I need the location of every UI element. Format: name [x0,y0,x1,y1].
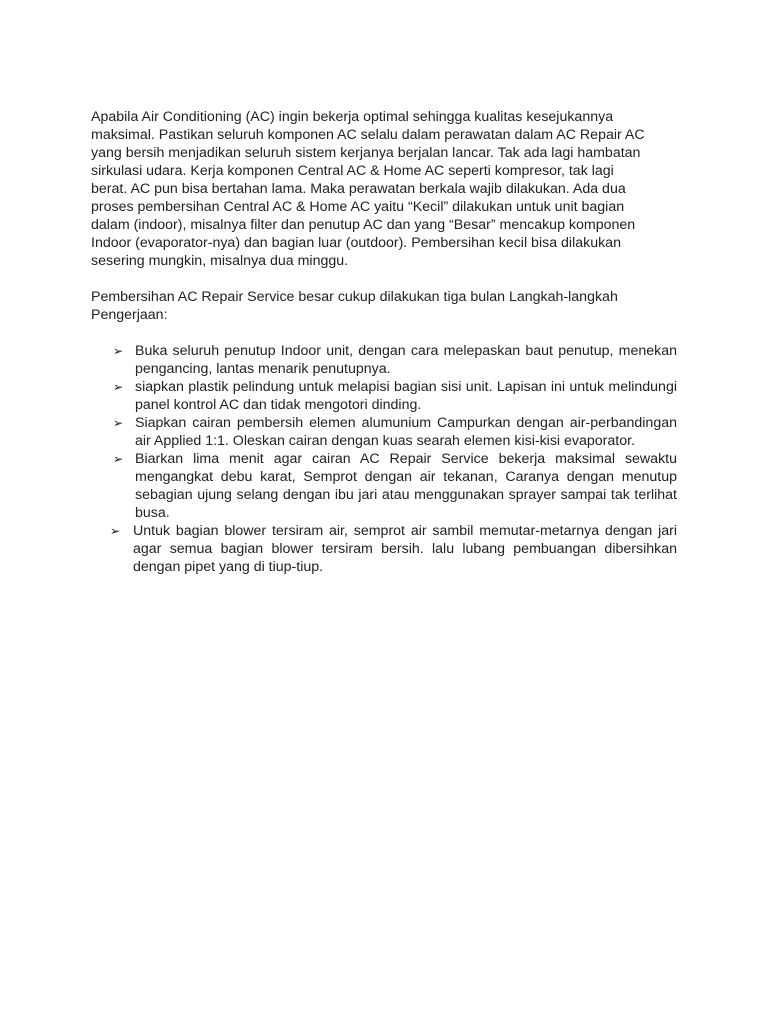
list-item [91,414,677,450]
step-text: Untuk bagian blower tersiram air, semprot air sambil memutar-metarnya dengan jari agar semua bagian blower tersiram bersih. lalu lubang pembuangan dibersihkan dengan pipet yang di tiup-tiup. [133,523,677,575]
arrow-bullet-icon: ➢ [110,524,121,538]
list-item [91,522,677,576]
list-item [91,342,677,378]
arrow-bullet-icon: ➢ [113,380,124,394]
list-item [91,450,677,522]
arrow-bullet-icon: ➢ [113,416,124,430]
arrow-bullet-icon: ➢ [113,344,124,358]
intro-paragraph: Apabila Air Conditioning (AC) ingin bekerja optimal sehingga kualitas kesejukannya maksimal. Pastikan seluruh komponen AC selalu dalam perawatan dalam AC Repair AC yang bersih menjadikan seluruh sistem kerjanya berjalan lancar. Tak ada lagi hambatan sirkulasi udara. Kerja komponen Central AC & Home AC seperti kompresor, tak lagi berat. AC pun bisa bertahan lama. Maka perawatan berkala wajib dilakukan. Ada dua proses pembersihan Central AC & Home AC yaitu “Kecil” dilakukan untuk unit bagian dalam (indoor), misalnya filter dan penutup AC dan yang “Besar” mencakup komponen Indoor (evaporator-nya) dan bagian luar (outdoor). Pembersihan kecil bisa dilakukan sesering mungkin, misalnya dua minggu. [91,109,645,269]
procedure-intro-paragraph: Pembersihan AC Repair Service besar cukup dilakukan tiga bulan Langkah-langkah Pengerjaan: [91,289,618,323]
step-text: Biarkan lima menit agar cairan AC Repair Service bekerja maksimal sewaktu mengangkat debu karat, Semprot dengan air tekanan, Caranya dengan menutup sebagian ujung selang dengan ibu jari atau menggunakan sprayer sampai tak terlihat busa. [135,451,677,521]
step-text: siapkan plastik pelindung untuk melapisi bagian sisi unit. Lapisan ini untuk melindungi panel kontrol AC dan tidak mengotori dinding. [135,379,677,413]
list-item [91,378,677,414]
step-text: Siapkan cairan pembersih elemen alumunium Campurkan dengan air-perbandingan air Applied 1:1. Oleskan cairan dengan kuas searah elemen kisi-kisi evaporator. [135,415,677,449]
arrow-bullet-icon: ➢ [113,452,124,466]
steps-list [91,342,681,576]
step-text: Buka seluruh penutup Indoor unit, dengan cara melepaskan baut penutup, menekan pengancing, lantas menarik penutupnya. [135,343,677,377]
document-body [91,108,681,576]
